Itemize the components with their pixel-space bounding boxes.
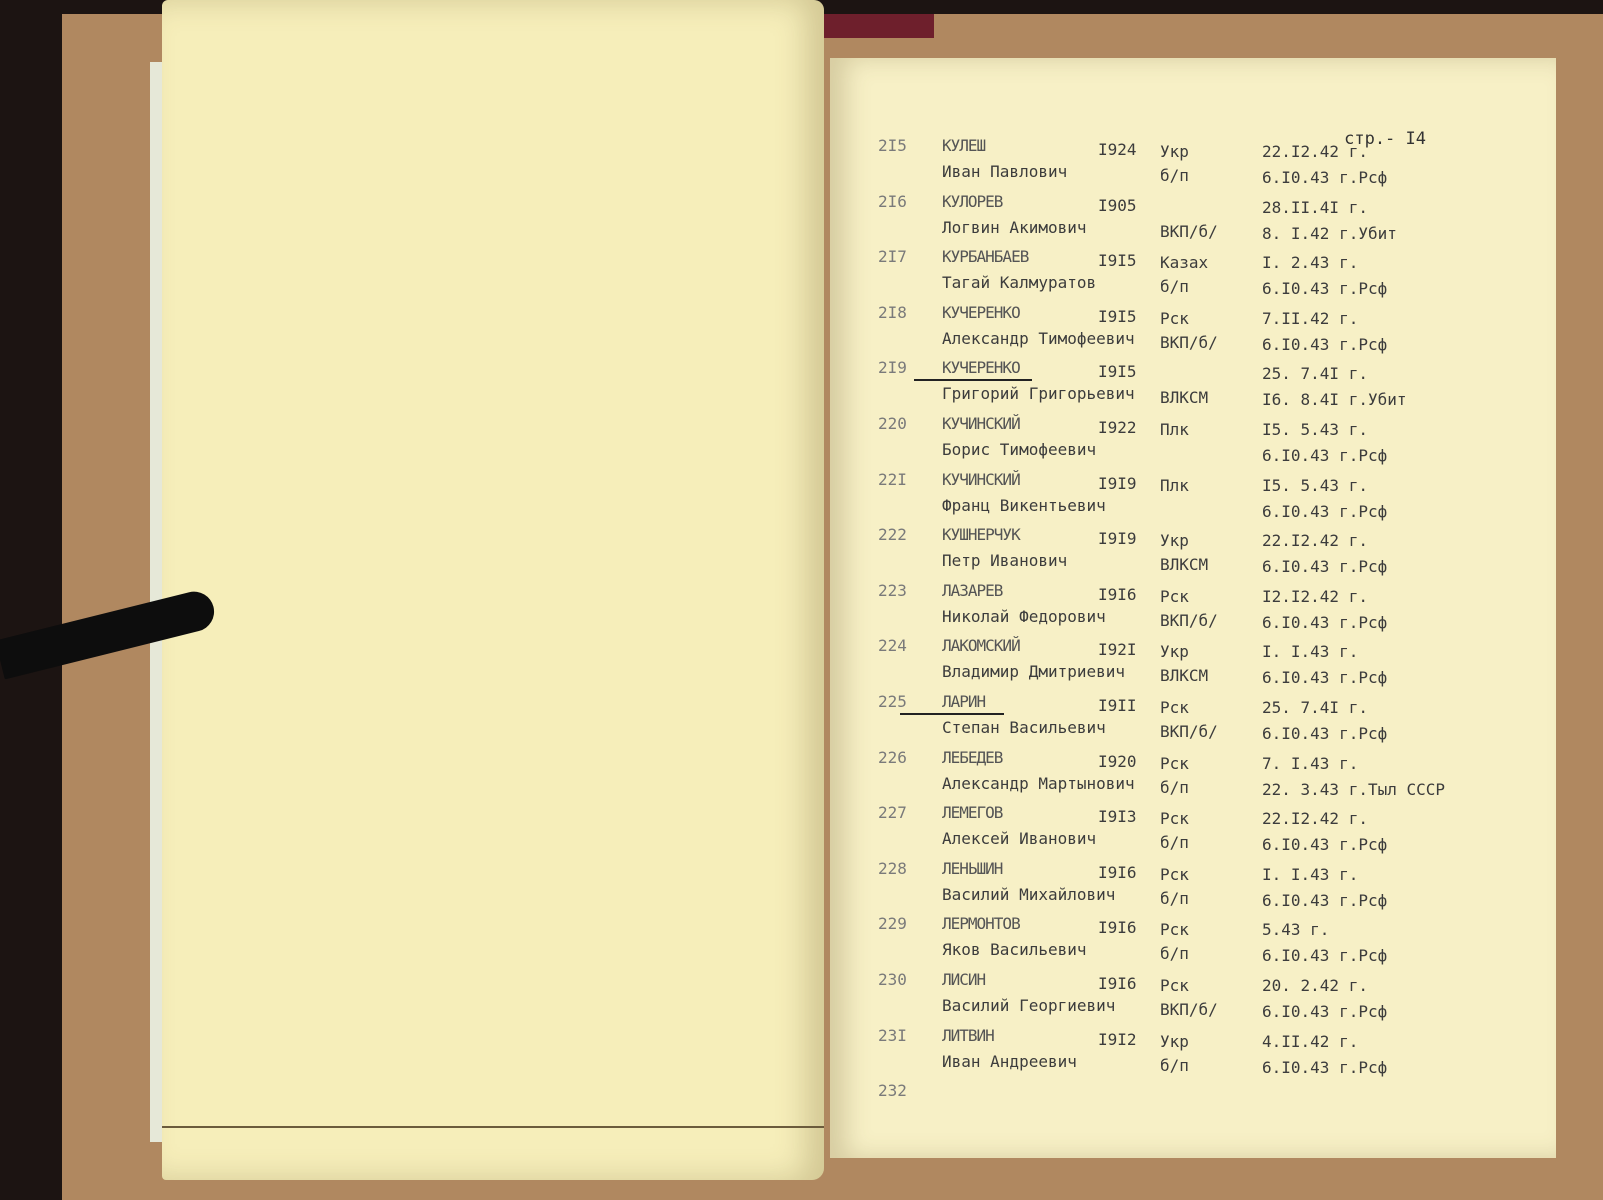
record-surname: КУШНЕРЧУК <box>942 525 1020 545</box>
record-nationality: Рск <box>1160 920 1189 940</box>
record-date: I5. 5.43 г. <box>1262 420 1368 439</box>
page-number: стр.- I4 <box>1344 129 1426 149</box>
record-date: I5. 5.43 г. <box>1262 475 1368 495</box>
record-surname: ЛИТВИН <box>942 1025 994 1045</box>
record-nationality: Казах <box>1160 253 1209 273</box>
record-given-names: Степан Васильевич <box>942 718 1106 737</box>
record-nationality: Укр <box>1160 531 1189 551</box>
record-nationality: Рск <box>1160 753 1189 773</box>
record-fate: 6.I0.43 г.Рсф <box>1262 168 1388 187</box>
record-given-names: Николай Федорович <box>942 606 1106 626</box>
record-fate: 6.I0.43 г.Рсф <box>1262 946 1388 966</box>
record-given-names: Александр Тимофеевич <box>942 328 1135 348</box>
record-date: 25. 7.4I г. <box>1262 364 1368 384</box>
record-number: 22I <box>878 469 907 489</box>
left-page-lower-edge <box>162 1118 824 1128</box>
record-nationality: Укр <box>1160 142 1189 161</box>
record-birth-year: I905 <box>1098 195 1137 215</box>
record-number: 227 <box>878 803 907 823</box>
record-given-names: Франц Викентьевич <box>942 495 1106 515</box>
record-number: 228 <box>878 858 907 878</box>
record-fate: 6.I0.43 г.Рсф <box>1262 1002 1388 1021</box>
record-birth-year: I9I5 <box>1098 306 1137 326</box>
record-surname: ЛИСИН <box>942 970 986 989</box>
list-item <box>830 748 1556 804</box>
record-party: ВКП/б/ <box>1160 1000 1218 1019</box>
record-number: 23I <box>878 1025 907 1045</box>
record-given-names: Василий Михайлович <box>942 884 1116 904</box>
record-fate: 6.I0.43 г.Рсф <box>1262 612 1388 632</box>
record-given-names: Василий Георгиевич <box>942 996 1116 1015</box>
list-item <box>830 692 1556 748</box>
record-number: 2I7 <box>878 247 907 267</box>
record-given-names: Логвин Акимович <box>942 217 1087 237</box>
record-birth-year: I924 <box>1098 140 1137 159</box>
record-fate: 22. 3.43 г.Тыл СССР <box>1262 779 1446 799</box>
record-party: ВЛКСМ <box>1160 388 1209 408</box>
record-party: ВКП/б/ <box>1160 332 1218 352</box>
record-date: 20. 2.42 г. <box>1262 976 1368 995</box>
record-fate: 6.I0.43 г.Рсф <box>1262 279 1388 299</box>
list-item <box>830 470 1556 526</box>
list-item <box>830 803 1556 859</box>
record-date: 28.II.4I г. <box>1262 197 1368 217</box>
record-fate: 6.I0.43 г.Рсф <box>1262 334 1388 354</box>
record-fate: I6. 8.4I г.Убит <box>1262 390 1407 410</box>
record-birth-year: I9I6 <box>1098 918 1137 938</box>
record-fate: 8. I.42 г.Убит <box>1262 223 1397 243</box>
record-date: I. I.43 г. <box>1262 864 1359 884</box>
record-surname: КУЛЕШ <box>942 136 986 155</box>
record-fate: 6.I0.43 г.Рсф <box>1262 668 1388 688</box>
list-item <box>830 247 1556 303</box>
list-item <box>830 192 1556 248</box>
record-birth-year: I920 <box>1098 751 1137 771</box>
record-given-names: Григорий Григорьевич <box>942 384 1135 404</box>
record-given-names: Борис Тимофеевич <box>942 440 1097 459</box>
record-party: ВКП/б/ <box>1160 610 1218 630</box>
record-surname: ЛАЗАРЕВ <box>942 580 1003 600</box>
record-number: 222 <box>878 525 907 545</box>
record-given-names: Иван Андреевич <box>942 1051 1077 1071</box>
record-date: I2.I2.42 г. <box>1262 586 1368 606</box>
record-nationality: Укр <box>1160 1031 1189 1051</box>
record-surname: КУЛОРЕВ <box>942 191 1003 211</box>
record-party: б/п <box>1160 888 1189 908</box>
record-party: ВЛКСМ <box>1160 555 1209 575</box>
record-number: 2I8 <box>878 302 907 322</box>
record-birth-year: I92I <box>1098 640 1137 660</box>
record-nationality: Укр <box>1160 642 1189 662</box>
record-date: 7. I.43 г. <box>1262 753 1359 773</box>
record-given-names: Яков Васильевич <box>942 940 1087 960</box>
record-surname: ЛЕБЕДЕВ <box>942 747 1003 767</box>
list-item <box>830 136 1556 192</box>
record-birth-year: I9I5 <box>1098 362 1137 382</box>
record-number: 232 <box>878 1081 907 1101</box>
record-given-names: Владимир Дмитриевич <box>942 662 1126 682</box>
record-date: 7.II.42 г. <box>1262 308 1359 328</box>
record-nationality: Рск <box>1160 308 1189 328</box>
record-party: ВКП/б/ <box>1160 722 1218 741</box>
record-number: 225 <box>878 692 907 711</box>
left-blank-page <box>162 0 824 1180</box>
list-item <box>830 1026 1556 1082</box>
list-item <box>830 303 1556 359</box>
record-fate: 6.I0.43 г.Рсф <box>1262 1057 1388 1077</box>
record-date: 5.43 г. <box>1262 920 1330 940</box>
record-party: ВКП/б/ <box>1160 221 1218 241</box>
record-number: 2I9 <box>878 358 907 378</box>
record-fate: 6.I0.43 г.Рсф <box>1262 890 1388 910</box>
record-fate: 6.I0.43 г.Рсф <box>1262 557 1388 577</box>
record-number: 220 <box>878 414 907 433</box>
list-item <box>830 914 1556 970</box>
record-birth-year: I9I6 <box>1098 862 1137 882</box>
list-item <box>830 581 1556 637</box>
record-fate: 6.I0.43 г.Рсф <box>1262 501 1388 521</box>
record-date: I. 2.43 г. <box>1262 253 1359 273</box>
record-number: 223 <box>878 580 907 600</box>
pen-underline <box>900 713 1004 715</box>
record-birth-year: I9I9 <box>1098 529 1137 549</box>
record-given-names: Тагай Калмуратов <box>942 273 1097 293</box>
list-item <box>830 414 1556 470</box>
record-fate: 6.I0.43 г.Рсф <box>1262 446 1388 465</box>
record-nationality: Рск <box>1160 976 1189 995</box>
record-number: 2I6 <box>878 191 907 211</box>
record-birth-year: I9II <box>1098 696 1137 715</box>
record-number: 229 <box>878 914 907 934</box>
record-birth-year: I9I6 <box>1098 974 1137 993</box>
list-item <box>830 970 1556 1026</box>
record-number: 226 <box>878 747 907 767</box>
record-party: ВЛКСМ <box>1160 666 1209 686</box>
record-birth-year: I9I6 <box>1098 584 1137 604</box>
record-date: 4.II.42 г. <box>1262 1031 1359 1051</box>
record-nationality: Рск <box>1160 864 1189 884</box>
register-page <box>830 58 1556 1158</box>
record-given-names: Алексей Иванович <box>942 829 1097 849</box>
record-birth-year: I9I5 <box>1098 251 1137 271</box>
list-item <box>830 358 1556 414</box>
record-surname: ЛАРИН <box>942 692 986 711</box>
record-nationality: Плк <box>1160 420 1189 439</box>
record-surname: ЛАКОМСКИЙ <box>942 636 1020 656</box>
record-nationality: Рск <box>1160 586 1189 606</box>
record-date: I. I.43 г. <box>1262 642 1359 662</box>
record-party: б/п <box>1160 944 1189 964</box>
record-surname: КУЧИНСКИЙ <box>942 414 1020 433</box>
record-surname: КУЧЕРЕНКО <box>942 302 1020 322</box>
record-given-names: Александр Мартынович <box>942 773 1135 793</box>
record-number: 230 <box>878 970 907 989</box>
record-given-names: Иван Павлович <box>942 162 1068 181</box>
record-birth-year: I9I3 <box>1098 807 1137 827</box>
record-party: б/п <box>1160 1055 1189 1075</box>
record-party: б/п <box>1160 166 1189 185</box>
record-surname: ЛЕМЕГОВ <box>942 803 1003 823</box>
record-number: 2I5 <box>878 136 907 155</box>
record-given-names: Петр Иванович <box>942 551 1068 571</box>
record-date: 25. 7.4I г. <box>1262 698 1368 717</box>
record-party: б/п <box>1160 833 1189 853</box>
record-nationality: Рск <box>1160 698 1189 717</box>
binding-strip <box>812 14 934 38</box>
record-nationality: Плк <box>1160 475 1189 495</box>
record-date: 22.I2.42 г. <box>1262 809 1368 829</box>
record-surname: КУЧИНСКИЙ <box>942 469 1020 489</box>
record-number: 224 <box>878 636 907 656</box>
list-item <box>830 1081 1556 1137</box>
record-party: б/п <box>1160 777 1189 797</box>
record-nationality: Рск <box>1160 809 1189 829</box>
record-fate: 6.I0.43 г.Рсф <box>1262 835 1388 855</box>
record-fate: 6.I0.43 г.Рсф <box>1262 724 1388 743</box>
list-item <box>830 859 1556 915</box>
record-surname: КУЧЕРЕНКО <box>942 358 1020 378</box>
record-birth-year: I9I9 <box>1098 473 1137 493</box>
record-date: 22.I2.42 г. <box>1262 142 1368 161</box>
list-item <box>830 525 1556 581</box>
record-surname: КУРБАНБАЕВ <box>942 247 1029 267</box>
list-item <box>830 636 1556 692</box>
record-birth-year: I922 <box>1098 418 1137 437</box>
record-party: б/п <box>1160 277 1189 297</box>
record-surname: ЛЕНЬШИН <box>942 858 1003 878</box>
record-date: 22.I2.42 г. <box>1262 531 1368 551</box>
record-birth-year: I9I2 <box>1098 1029 1137 1049</box>
record-surname: ЛЕРМОНТОВ <box>942 914 1020 934</box>
pen-underline <box>914 379 1032 381</box>
